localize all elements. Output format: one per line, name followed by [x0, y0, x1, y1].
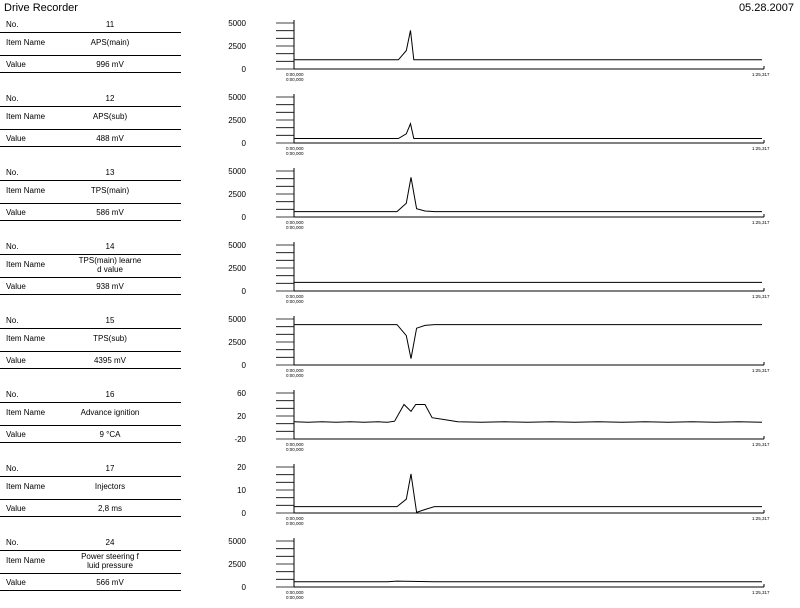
signal-chart: [196, 534, 776, 608]
item-name-line: Power steering f: [81, 552, 139, 561]
recorder-row: [0, 460, 800, 534]
divider: [0, 368, 181, 369]
item-name-label: Item Name: [6, 260, 46, 269]
item-name-line: Injectors: [94, 482, 126, 491]
item-value: 4395 mV: [93, 356, 127, 365]
no-label: No.: [6, 464, 19, 473]
x-start-label-2: 0:00,000: [286, 447, 304, 452]
item-value: 938 mV: [96, 282, 124, 291]
item-number: 15: [105, 316, 115, 325]
item-number: 14: [105, 242, 115, 251]
recorder-row: [0, 16, 800, 90]
item-name-value: [40, 38, 180, 47]
x-end-label: 1:25,317: [752, 516, 770, 521]
divider: [0, 425, 181, 426]
y-tick-label: 10: [237, 486, 246, 495]
y-tick-label: 2500: [228, 264, 246, 273]
x-start-label: 0:00,000: [286, 294, 304, 299]
no-label: No.: [6, 168, 19, 177]
item-info-panel: [0, 238, 182, 312]
signal-chart: [196, 16, 776, 90]
item-value: 566 mV: [96, 578, 124, 587]
item-info-panel: [0, 16, 182, 90]
item-name-label: Item Name: [6, 334, 46, 343]
item-name-label: Item Name: [6, 38, 46, 47]
x-start-label: 0:00,000: [286, 72, 304, 77]
item-name-label: Item Name: [6, 112, 46, 121]
item-name-label: Item Name: [6, 408, 46, 417]
x-start-label: 0:00,000: [286, 516, 304, 521]
x-start-label: 0:00,000: [286, 442, 304, 447]
item-value: 488 mV: [96, 134, 124, 143]
divider: [0, 72, 181, 73]
x-start-label-2: 0:00,000: [286, 373, 304, 378]
x-end-label: 1:25,317: [752, 294, 770, 299]
recorder-row: [0, 90, 800, 164]
divider: [0, 573, 181, 574]
signal-chart: [196, 238, 776, 312]
item-name-line: TPS(sub): [93, 334, 127, 343]
value-label: Value: [6, 578, 26, 587]
y-tick-label: 2500: [228, 116, 246, 125]
signal-line: [294, 405, 762, 423]
item-number: 16: [105, 390, 115, 399]
signal-chart: [196, 164, 776, 238]
divider: [0, 32, 181, 33]
divider: [0, 106, 181, 107]
recorder-row: [0, 164, 800, 238]
x-start-label-2: 0:00,000: [286, 521, 304, 526]
x-start-label: 0:00,000: [286, 368, 304, 373]
recorder-row: [0, 312, 800, 386]
value-label: Value: [6, 208, 26, 217]
item-name-line: TPS(main) learne: [78, 256, 142, 265]
y-tick-label: 5000: [228, 537, 246, 546]
item-name-value: [40, 334, 180, 343]
value-label: Value: [6, 60, 26, 69]
y-tick-label: 5000: [228, 19, 246, 28]
item-name-value: [40, 186, 180, 195]
item-name-value: [40, 482, 180, 491]
y-tick-label: 0: [241, 583, 246, 592]
divider: [0, 180, 181, 181]
divider: [0, 516, 181, 517]
item-name-line: TPS(main): [90, 186, 130, 195]
signal-line: [294, 30, 762, 59]
divider: [0, 442, 181, 443]
no-label: No.: [6, 20, 19, 29]
x-start-label: 0:00,000: [286, 146, 304, 151]
page-title: Drive Recorder: [4, 2, 78, 14]
item-name-line: d value: [97, 265, 123, 274]
divider: [0, 254, 181, 255]
y-tick-label: 0: [241, 361, 246, 370]
divider: [0, 146, 181, 147]
divider: [0, 277, 181, 278]
item-info-panel: [0, 312, 182, 386]
y-tick-label: 5000: [228, 241, 246, 250]
divider: [0, 220, 181, 221]
item-name-label: Item Name: [6, 186, 46, 195]
recorder-row: [0, 238, 800, 312]
divider: [0, 402, 181, 403]
item-number: 13: [105, 168, 115, 177]
y-tick-label: 5000: [228, 93, 246, 102]
divider: [0, 203, 181, 204]
y-tick-label: 5000: [228, 167, 246, 176]
x-start-label: 0:00,000: [286, 220, 304, 225]
x-start-label-2: 0:00,000: [286, 77, 304, 82]
divider: [0, 294, 181, 295]
y-tick-label: -20: [234, 435, 246, 444]
y-tick-label: 60: [237, 389, 246, 398]
y-tick-label: 0: [241, 213, 246, 222]
x-end-label: 1:25,317: [752, 220, 770, 225]
value-label: Value: [6, 504, 26, 513]
recorder-row: [0, 534, 800, 608]
y-tick-label: 20: [237, 412, 246, 421]
item-name-label: Item Name: [6, 556, 46, 565]
signal-line: [294, 474, 762, 512]
item-value: 586 mV: [96, 208, 124, 217]
divider: [0, 351, 181, 352]
signal-line: [294, 124, 762, 139]
signal-line: [294, 325, 762, 359]
x-start-label-2: 0:00,000: [286, 299, 304, 304]
x-start-label-2: 0:00,000: [286, 595, 304, 600]
no-label: No.: [6, 94, 19, 103]
item-number: 17: [105, 464, 115, 473]
signal-chart: [196, 386, 776, 460]
item-info-panel: [0, 460, 182, 534]
divider: [0, 590, 181, 591]
item-number: 11: [105, 20, 115, 29]
signal-chart: [196, 460, 776, 534]
signal-chart: [196, 312, 776, 386]
item-name-value: [40, 112, 180, 121]
divider: [0, 129, 181, 130]
item-info-panel: [0, 164, 182, 238]
item-info-panel: [0, 90, 182, 164]
no-label: No.: [6, 390, 19, 399]
divider: [0, 55, 181, 56]
x-end-label: 1:25,317: [752, 368, 770, 373]
x-start-label: 0:00,000: [286, 590, 304, 595]
no-label: No.: [6, 316, 19, 325]
no-label: No.: [6, 538, 19, 547]
y-tick-label: 0: [241, 139, 246, 148]
y-tick-label: 2500: [228, 42, 246, 51]
item-info-panel: [0, 534, 182, 608]
item-name-label: Item Name: [6, 482, 46, 491]
y-tick-label: 20: [237, 463, 246, 472]
divider: [0, 550, 181, 551]
item-name-line: Advance ignition: [80, 408, 140, 417]
no-label: No.: [6, 242, 19, 251]
item-name-value: [40, 408, 180, 417]
signal-line: [294, 581, 762, 582]
x-end-label: 1:25,317: [752, 442, 770, 447]
y-tick-label: 0: [241, 509, 246, 518]
x-end-label: 1:25,317: [752, 72, 770, 77]
value-label: Value: [6, 134, 26, 143]
value-label: Value: [6, 282, 26, 291]
item-value: 2,8 ms: [97, 504, 122, 513]
y-tick-label: 0: [241, 287, 246, 296]
item-name-line: luid pressure: [87, 561, 133, 570]
x-start-label-2: 0:00,000: [286, 225, 304, 230]
item-name-value: [40, 256, 180, 274]
x-end-label: 1:25,317: [752, 590, 770, 595]
item-info-panel: [0, 386, 182, 460]
item-value: 9 °CA: [99, 430, 121, 439]
item-value: 996 mV: [96, 60, 124, 69]
y-tick-label: 2500: [228, 190, 246, 199]
item-name-value: [40, 552, 180, 570]
divider: [0, 499, 181, 500]
signal-chart: [196, 90, 776, 164]
y-tick-label: 2500: [228, 560, 246, 569]
value-label: Value: [6, 356, 26, 365]
signal-line: [294, 177, 762, 211]
item-number: 12: [105, 94, 115, 103]
value-label: Value: [6, 430, 26, 439]
y-tick-label: 0: [241, 65, 246, 74]
divider: [0, 328, 181, 329]
divider: [0, 476, 181, 477]
x-end-label: 1:25,317: [752, 146, 770, 151]
x-start-label-2: 0:00,000: [286, 151, 304, 156]
item-number: 24: [105, 538, 115, 547]
item-name-line: APS(main): [90, 38, 130, 47]
y-tick-label: 2500: [228, 338, 246, 347]
item-name-line: APS(sub): [92, 112, 128, 121]
y-tick-label: 5000: [228, 315, 246, 324]
recorder-row: [0, 386, 800, 460]
record-date: 05.28.2007: [738, 2, 794, 14]
